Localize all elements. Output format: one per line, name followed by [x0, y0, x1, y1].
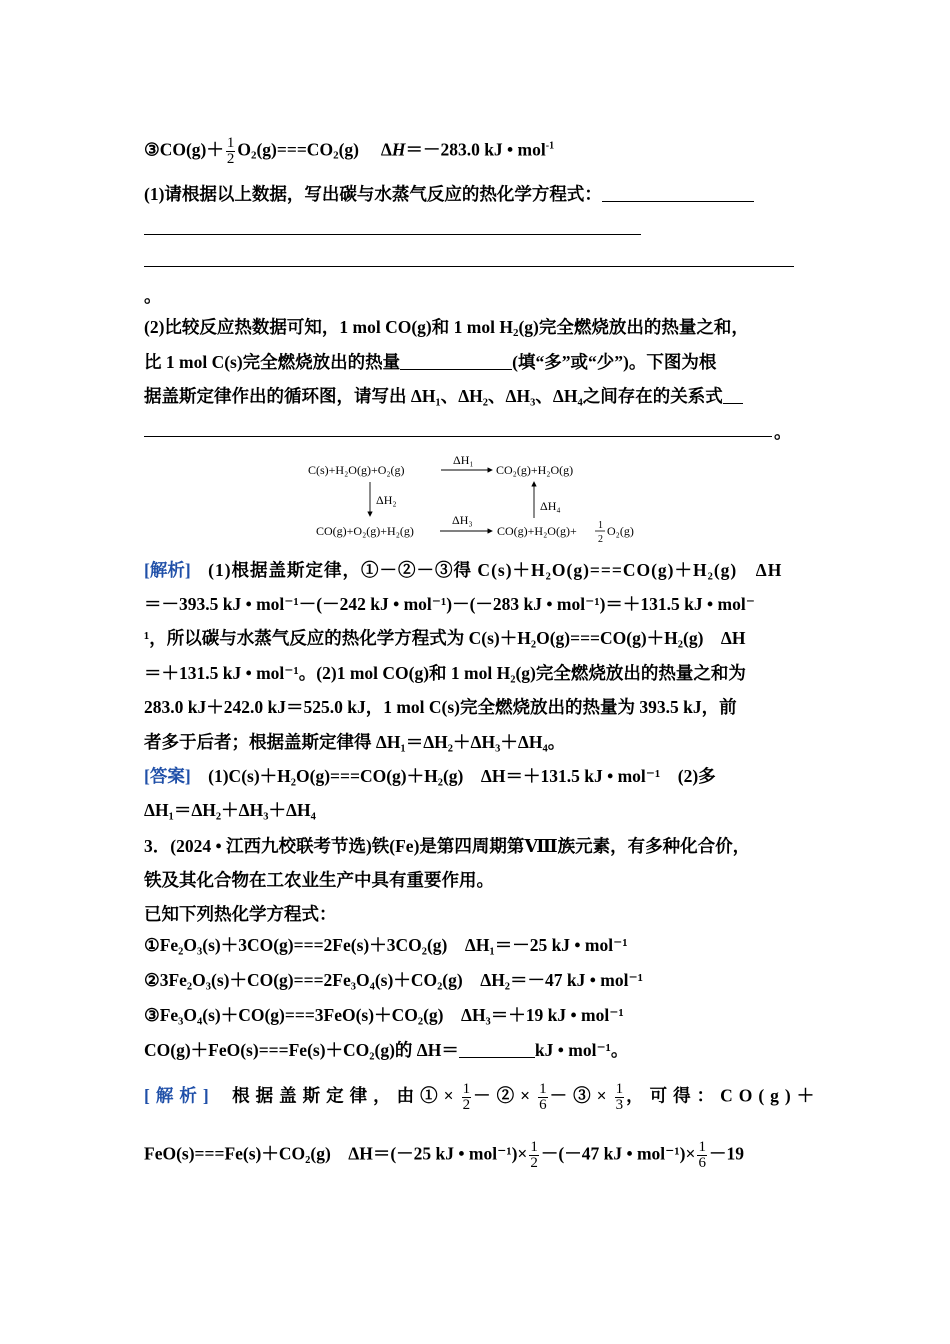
fraction — [538, 1082, 548, 1113]
equation-fe-2: ②3Fe₂O₃(s)＋CO(g)===2Fe₃O₄(s)＋CO₂(g) ΔH₂＝－47 kJ • mol⁻¹ — [144, 970, 643, 990]
fraction-denominator: 3 — [615, 1097, 624, 1113]
analysis-1-line-2: ＝－393.5 kJ • mol⁻¹－(－242 kJ • mol⁻¹)－(－283 kJ • mol⁻¹)＝＋131.5 kJ • mol⁻ — [144, 594, 755, 614]
analysis-text: －19 — [708, 1143, 744, 1164]
answer-blank[interactable] — [602, 185, 754, 202]
question-2-line-1: (2)比较反应热数据可知，1 mol CO(g)和 1 mol $H_2(g)$完全燃烧放出的热量之和， — [144, 317, 749, 339]
analysis-text: 根据盖斯定律，由①× — [232, 1085, 460, 1106]
diagram-half-num: 1 — [598, 520, 603, 531]
equation-3-number: ③ — [144, 139, 160, 160]
question-1 — [144, 182, 754, 206]
equation-3: ③CO(g)＋ $\frac{1}{2}$ $O_2(g)===CO_2(g)$ ΔH＝－283.0 kJ • mol$^{-1}$ — [144, 135, 555, 167]
analysis-text: －(－47 kJ • mol⁻¹)× — [540, 1143, 696, 1164]
fraction-denominator: 6 — [539, 1097, 547, 1113]
answer-line[interactable] — [144, 234, 641, 235]
analysis-tag: [解析] — [144, 1085, 215, 1106]
equation-fe-1: ①Fe₂O₃(s)＋3CO(g)===2Fe(s)＋3CO₂(g) ΔH₁＝－25 kJ • mol⁻¹ — [144, 935, 628, 955]
analysis-text: FeO(s)===Fe(s)＋CO₂(g) ΔH＝(－25 kJ • mol⁻¹)× — [144, 1143, 528, 1164]
question-3-ask — [144, 1038, 628, 1062]
fraction-numerator: 1 — [539, 1081, 547, 1097]
question-2-end: 。 — [774, 422, 792, 442]
fraction-numerator: 1 — [226, 135, 235, 151]
diagram-bottom-right-tail: O₂(g) — [607, 524, 634, 538]
question-2-text: (填“多”或“少”)。下图为根 — [512, 352, 717, 372]
fraction — [615, 1082, 625, 1113]
question-3-ask-unit: kJ • mol⁻¹。 — [534, 1040, 629, 1060]
diagram-top-right: CO₂(g)+H₂O(g) — [496, 463, 574, 477]
hess-cycle-diagram — [306, 452, 651, 548]
question-2-text: (2)比较反应热数据可知，1 mol CO(g)和 1 mol H — [144, 317, 513, 337]
fraction-denominator: 2 — [226, 151, 235, 167]
analysis-1-line-1 — [144, 558, 782, 582]
question-3-line-1: 3．(2024 • 江西九校联考节选)铁(Fe)是第四周期第Ⅷ族元素，有多种化合价， — [144, 836, 751, 856]
answer-1-line-1 — [144, 764, 716, 788]
answer-blank[interactable] — [400, 353, 512, 370]
question-2-text: (g)完全燃烧放出的热量之和， — [518, 317, 749, 337]
question-3-ask-text: CO(g)＋FeO(s)===Fe(s)＋CO₂(g)的 ΔH＝ — [144, 1040, 459, 1060]
diagram-bottom-right: CO(g)+H₂O(g)+ — [497, 524, 577, 538]
fraction-numerator: 1 — [698, 1139, 706, 1155]
analysis-1-line-6: 者多于后者；根据盖斯定律得 ΔH₁＝ΔH₂＋ΔH₃＋ΔH₄。 — [144, 732, 566, 752]
analysis-text: ，可得：CO(g)＋ — [626, 1085, 821, 1106]
fraction — [697, 1140, 707, 1171]
question-2-text: 据盖斯定律作出的循环图，请写出 ΔH₁、ΔH₂、ΔH₃、ΔH₄之间存在的关系式 — [144, 386, 723, 406]
equation-3-left: CO(g)＋ — [159, 139, 224, 160]
oxygen-symbol: O — [237, 139, 251, 160]
fraction-denominator: 2 — [462, 1097, 471, 1113]
diagram-top-left: C(s)+H₂O(g)+O₂(g) — [308, 463, 405, 477]
question-2-text: 比 1 mol C(s)完全燃烧放出的热量 — [144, 352, 401, 372]
fraction — [462, 1082, 472, 1113]
label-dh4: ΔH₄ — [540, 499, 561, 513]
analysis-2-line-1 — [144, 1082, 820, 1113]
analysis-1-line-4: ＝＋131.5 kJ • mol⁻¹。(2)1 mol CO(g)和 1 mol H₂(g)完全燃烧放出的热量之和为 — [144, 663, 746, 683]
diagram-bottom-left: CO(g)+O₂(g)+H₂(g) — [316, 524, 414, 538]
label-dh1: ΔH₁ — [453, 453, 474, 467]
question-2-line-3 — [144, 384, 743, 408]
equation-fe-3: ③Fe₃O₄(s)＋CO(g)===3FeO(s)＋CO₂(g) ΔH₃＝＋19 kJ • mol⁻¹ — [144, 1005, 624, 1025]
fraction-numerator: 1 — [530, 1139, 538, 1155]
fraction-half — [226, 136, 236, 167]
answer-1-line-2: ΔH₁＝ΔH₂＋ΔH₃＋ΔH₄ — [144, 800, 316, 820]
fraction-denominator: 6 — [698, 1155, 706, 1171]
fraction-numerator: 1 — [615, 1081, 624, 1097]
answer-blank[interactable] — [723, 387, 743, 404]
analysis-2-line-2 — [144, 1140, 744, 1171]
equation-3-enthalpy: ＝－283.0 kJ • mol — [405, 139, 546, 160]
analysis-text: －②× — [473, 1085, 537, 1106]
analysis-text: －③× — [549, 1085, 613, 1106]
answer-blank[interactable] — [459, 1041, 535, 1058]
question-3-line-3: 已知下列热化学方程式： — [144, 904, 337, 924]
answer-line[interactable] — [144, 436, 772, 437]
equation-3-right: (g)===CO — [256, 139, 334, 160]
analysis-text: (1)根据盖斯定律，①－②－③得 C(s)＋H₂O(g)===CO(g)＋H₂(g) ΔH — [208, 560, 783, 580]
fraction-denominator: 2 — [530, 1155, 538, 1171]
question-2-line-2 — [144, 350, 716, 374]
answer-line[interactable] — [144, 266, 794, 267]
answer-text: (1)C(s)＋H₂O(g)===CO(g)＋H₂(g) ΔH＝＋131.5 kJ • mol⁻¹ (2)多 — [208, 766, 716, 786]
label-dh3: ΔH₃ — [452, 513, 473, 527]
fraction — [529, 1140, 539, 1171]
analysis-1-line-5: 283.0 kJ＋242.0 kJ＝525.0 kJ，1 mol C(s)完全燃烧放出的热量为 393.5 kJ，前 — [144, 697, 737, 717]
question-3-line-2: 铁及其化合物在工农业生产中具有重要作用。 — [144, 870, 494, 890]
label-dh2: ΔH₂ — [376, 493, 397, 507]
diagram-half-den: 2 — [598, 534, 603, 545]
analysis-1-line-3: ¹，所以碳与水蒸气反应的热化学方程式为 C(s)＋H₂O(g)===CO(g)＋H₂(g) ΔH — [144, 628, 746, 648]
fraction-numerator: 1 — [462, 1081, 471, 1097]
unit-exponent: -1 — [545, 140, 555, 152]
answer-tag: [答案] — [144, 766, 191, 786]
question-1-text: (1)请根据以上数据，写出碳与水蒸气反应的热化学方程式： — [144, 184, 602, 204]
question-1-end: 。 — [144, 286, 162, 306]
analysis-tag: [解析] — [144, 560, 191, 580]
equation-3-state: (g) — [338, 139, 359, 160]
